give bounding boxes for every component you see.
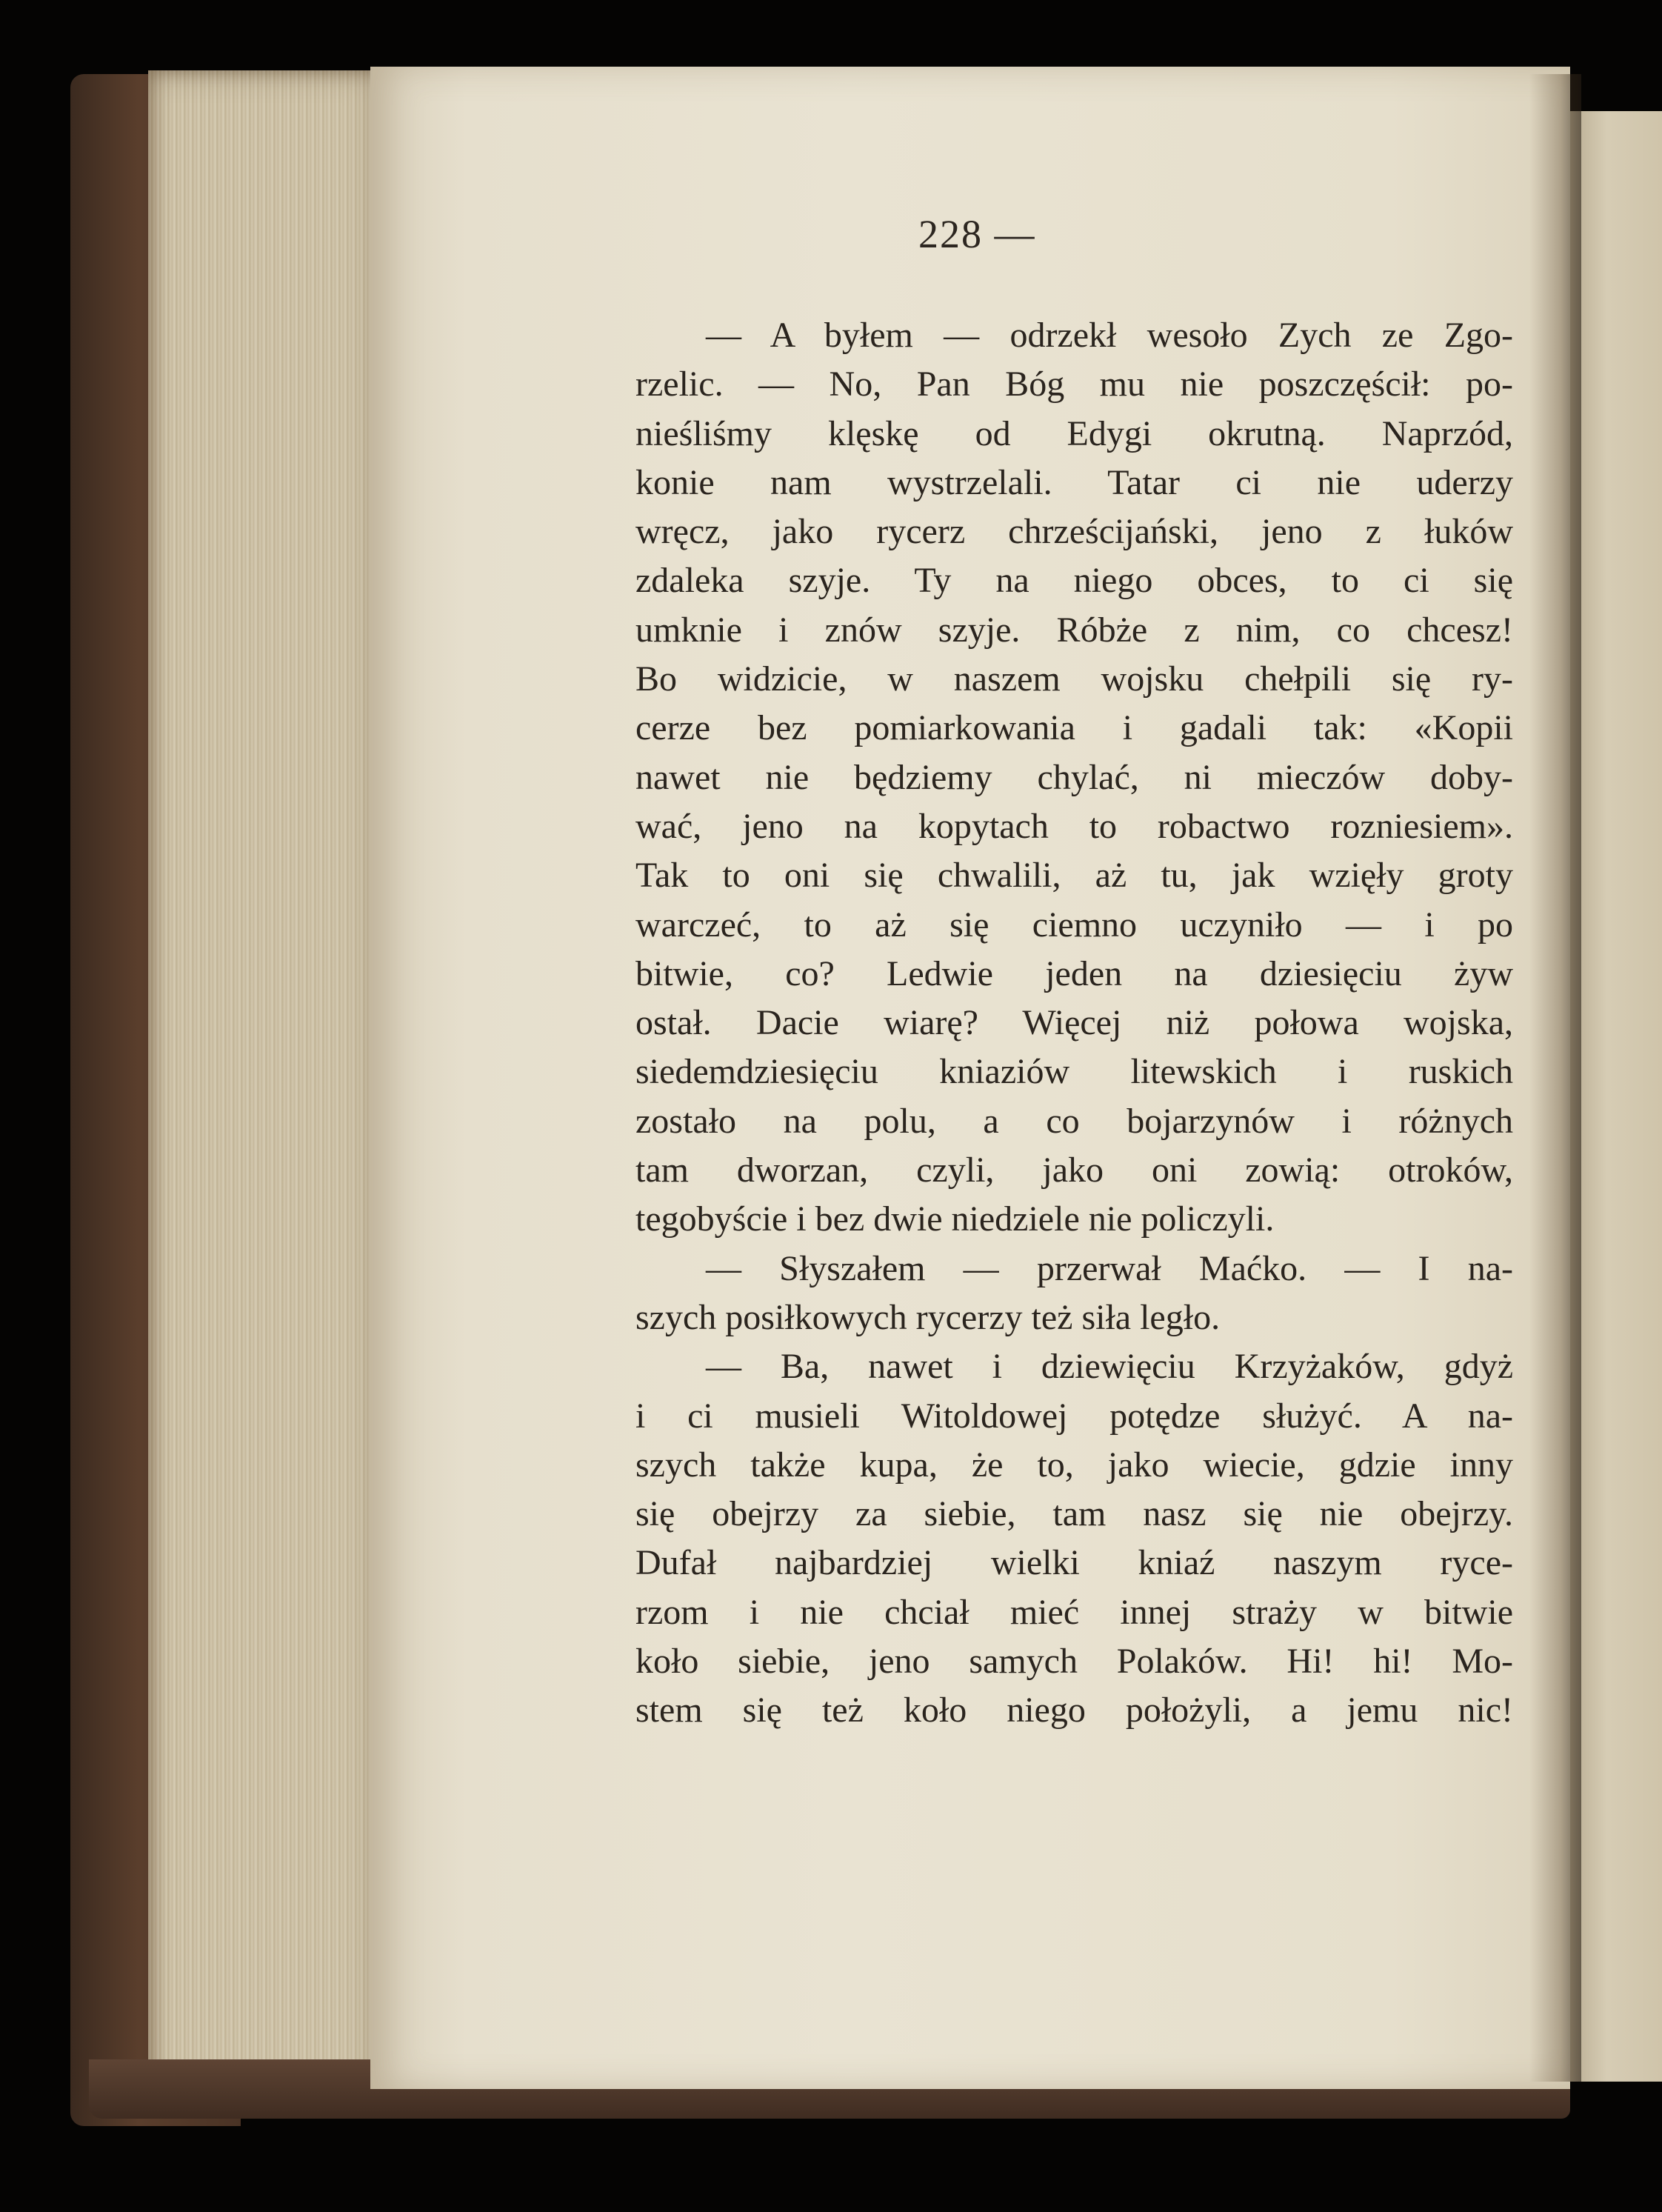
text-line: Dufał najbardziej wielki kniaź naszym ryce- — [635, 1543, 1513, 1583]
text-line: stem się też koło niego położyli, a jemu nic! — [635, 1690, 1513, 1730]
text-line: nawet nie będziemy chylać, ni mieczów doby- — [635, 757, 1513, 797]
text-line: rzelic. — No, Pan Bóg mu nie poszczęścił: po- — [635, 364, 1513, 404]
text-line: cerze bez pomiarkowania i gadali tak: «Kopii — [635, 708, 1513, 748]
text-line: konie nam wystrzelali. Tatar ci nie uderzy — [635, 462, 1513, 502]
text-line: koło siebie, jeno samych Polaków. Hi! hi! Mo- — [635, 1642, 1513, 1682]
text-line: wręcz, jako rycerz chrześcijański, jeno z łuków — [635, 512, 1513, 552]
text-line: i ci musieli Witoldowej potędze służyć. A na- — [635, 1396, 1513, 1436]
text-line: — Słyszałem — przerwał Maćko. — I na- — [706, 1248, 1513, 1288]
page-number: 228 — — [918, 212, 1036, 256]
text-line: zdaleka szyje. Ty na niego obces, to ci się — [635, 561, 1513, 601]
text-line: zostało na polu, a co bojarzynów i różnych — [635, 1101, 1513, 1141]
text-line: umknie i znów szyje. Róbże z nim, co chcesz! — [635, 610, 1513, 650]
text-line: szych także kupa, że to, jako wiecie, gdzie inny — [635, 1445, 1513, 1485]
text-line: warczeć, to aż się ciemno uczyniło — i po — [635, 905, 1513, 945]
text-line: bitwie, co? Ledwie jeden na dziesięciu żyw — [635, 953, 1513, 993]
text-line: — A byłem — odrzekł wesoło Zych ze Zgo- — [706, 316, 1513, 355]
adjacent-page — [1570, 111, 1662, 2082]
text-line: wać, jeno na kopytach to robactwo rozniesiem». — [635, 806, 1513, 846]
text-line: się obejrzy za siebie, tam nasz się nie obejrzy. — [635, 1494, 1513, 1534]
text-line: — Ba, nawet i dziewięciu Krzyżaków, gdyż — [706, 1347, 1513, 1387]
gutter-shadow — [1529, 74, 1581, 2082]
text-line: nieśliśmy klęskę od Edygi okrutną. Naprzód, — [635, 413, 1513, 453]
text-line: szych posiłkowych rycerzy też siła legło. — [635, 1297, 1221, 1337]
text-line: Bo widzicie, w naszem wojsku chełpili się ry- — [635, 659, 1513, 699]
text-line: Tak to oni się chwalili, aż tu, jak wzięły groty — [635, 856, 1513, 896]
text-line: tegobyście i bez dwie niedziele nie policzyli. — [635, 1199, 1275, 1239]
text-line: tam dworzan, czyli, jako oni zowią: otroków, — [635, 1150, 1513, 1190]
text-line: siedemdziesięciu kniaziów litewskich i ruskich — [635, 1052, 1513, 1092]
text-line: ostał. Dacie wiarę? Więcej niż połowa wojska, — [635, 1003, 1513, 1043]
page-text — [635, 311, 1513, 1736]
text-line: rzom i nie chciał mieć innej straży w bitwie — [635, 1592, 1513, 1632]
page-edges — [148, 70, 393, 2100]
